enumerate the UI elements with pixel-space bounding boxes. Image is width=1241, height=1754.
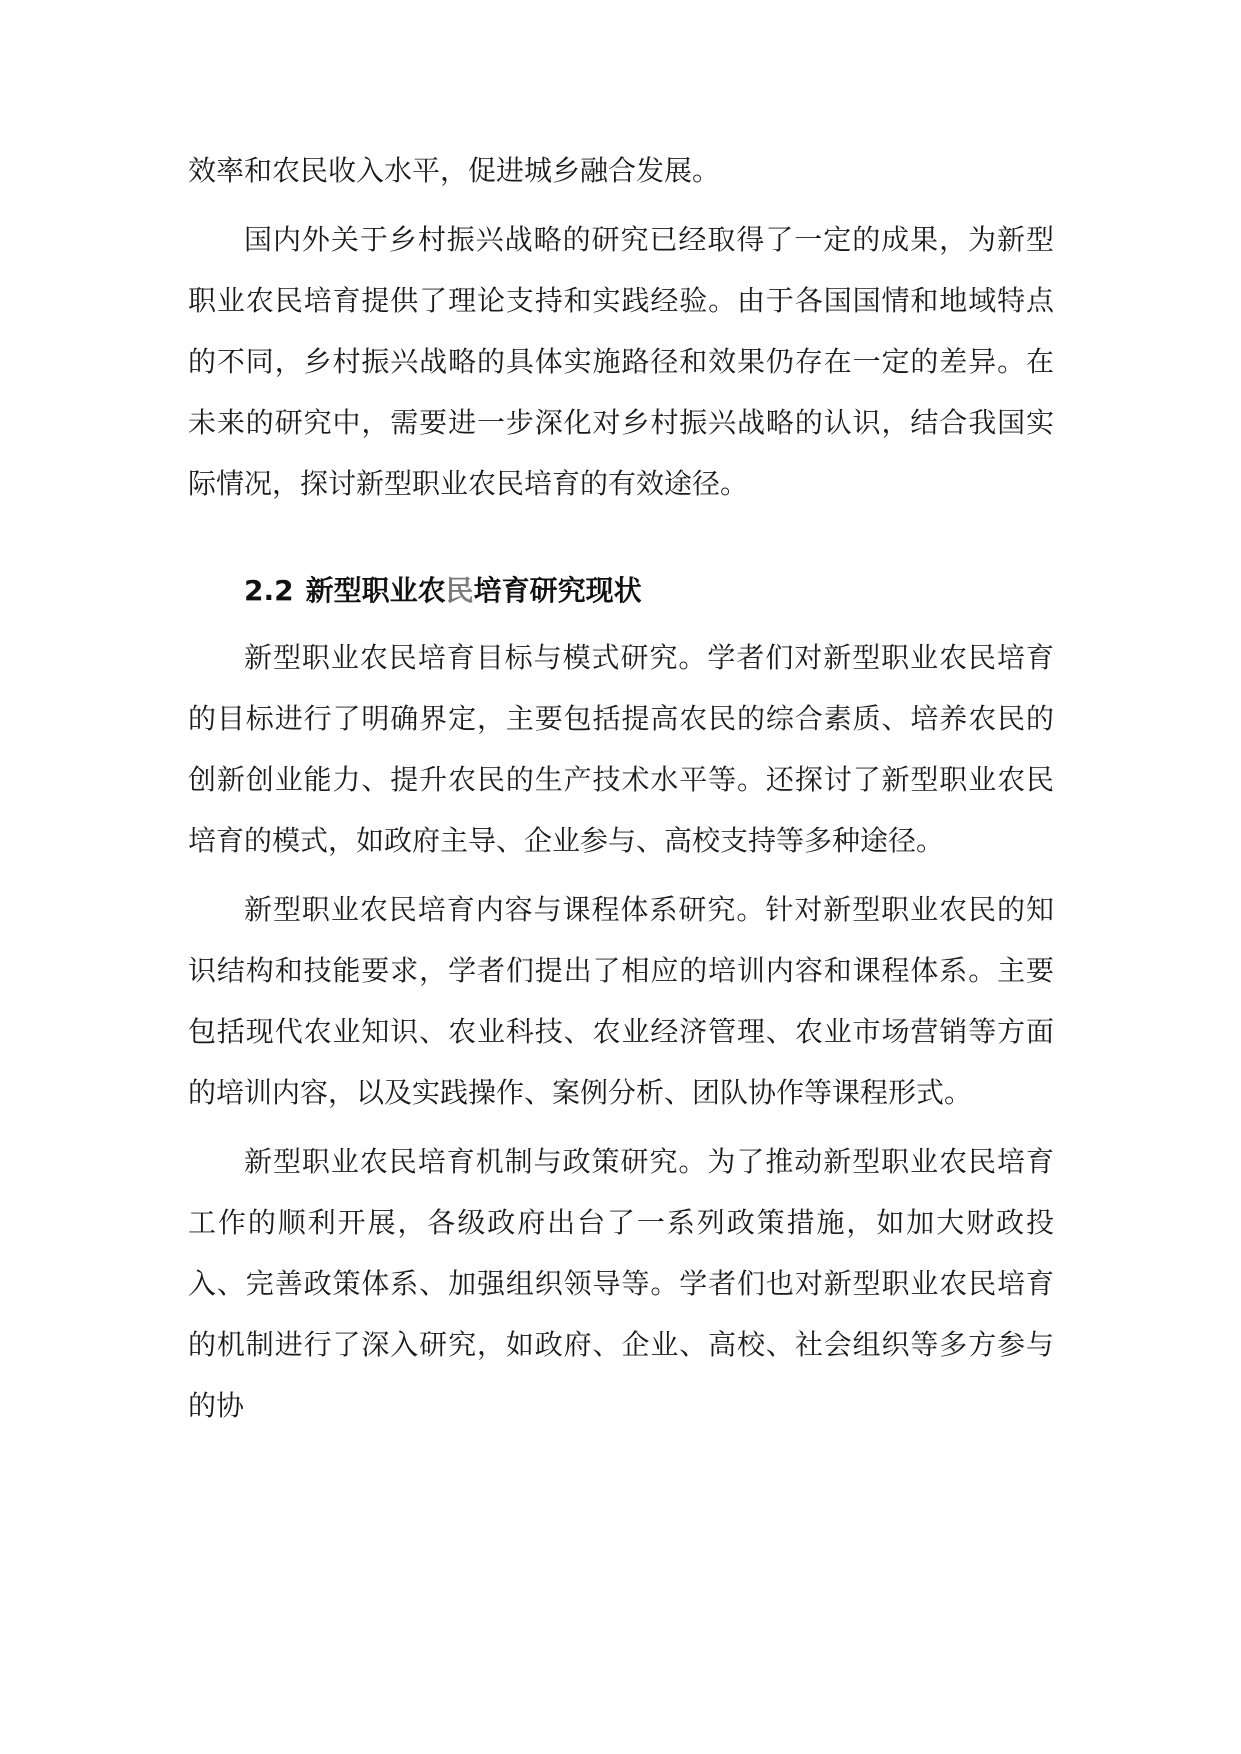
- paragraph-goals-and-models: 新型职业农民培育目标与模式研究。学者们对新型职业农民培育的目标进行了明确界定，主要包括提高农民的综合素质、培养农民的创新创业能力、提升农民的生产技术水平等。还探讨了新型职业农民培育的模式，如政府主导、企业参与、高校支持等多种途径。: [188, 641, 1054, 857]
- section-title-faint-char: 民: [445, 574, 474, 607]
- section-title-part1: 新型职业农: [305, 574, 446, 607]
- section-title-part2: 培育研究现状: [473, 574, 642, 607]
- paragraph-content-and-curriculum: 新型职业农民培育内容与课程体系研究。针对新型职业农民的知识结构和技能要求，学者们提出了相应的培训内容和课程体系。主要包括现代农业知识、农业科技、农业经济管理、农业市场营销等方面的培训内容，以及实践操作、案例分析、团队协作等课程形式。: [188, 893, 1054, 1109]
- section-heading: [188, 560, 1054, 621]
- paragraph-research-overview: 国内外关于乡村振兴战略的研究已经取得了一定的成果，为新型职业农民培育提供了理论支持和实践经验。由于各国国情和地域特点的不同，乡村振兴战略的具体实施路径和效果仍存在一定的差异。在未来的研究中，需要进一步深化对乡村振兴战略的认识，结合我国实际情况，探讨新型职业农民培育的有效途径。: [188, 223, 1054, 500]
- paragraph-mechanism-and-policy: 新型职业农民培育机制与政策研究。为了推动新型职业农民培育工作的顺利开展，各级政府出台了一系列政策措施，如加大财政投入、完善政策体系、加强组织领导等。学者们也对新型职业农民培育的机制进行了深入研究，如政府、企业、高校、社会组织等多方参与的协: [188, 1145, 1054, 1422]
- document-body: [188, 140, 1054, 1436]
- section-number: 2.2: [244, 574, 294, 607]
- paragraph-continued: 效率和农民收入水平，促进城乡融合发展。: [188, 154, 721, 187]
